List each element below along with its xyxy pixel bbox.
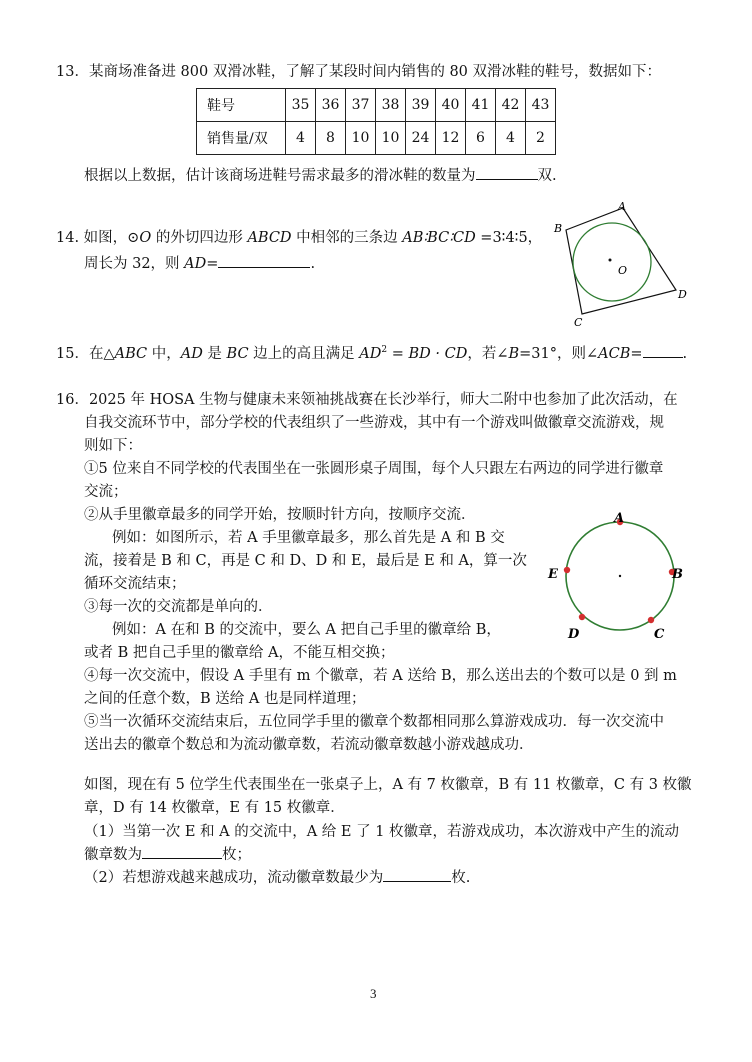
q16-line2: 自我交流环节中，部分学校的代表组织了一些游戏，其中有一个游戏叫做徽章交流游戏，规 xyxy=(84,415,664,431)
q15-bc: BC xyxy=(226,346,249,362)
q16-ex3: 循环交流结束； xyxy=(84,576,186,592)
answer-blank[interactable] xyxy=(643,343,683,358)
q13-question xyxy=(84,164,557,185)
row-header-size: 鞋号 xyxy=(197,89,286,122)
shoe-size-table xyxy=(196,88,556,155)
sales-cell: 6 xyxy=(466,122,496,155)
point-e xyxy=(564,567,570,573)
size-cell: 43 xyxy=(526,89,556,122)
page-number: 3 xyxy=(370,986,377,1001)
label-d: D xyxy=(678,288,687,301)
answer-blank[interactable] xyxy=(142,844,222,859)
q14-text: 中相邻的三条边 xyxy=(291,230,403,246)
q15-eq-rest: = BD · CD xyxy=(387,346,468,362)
q16-sub2-unit: 枚. xyxy=(451,870,471,886)
sales-cell: 12 xyxy=(436,122,466,155)
q14-text: . xyxy=(310,256,316,272)
q16-ex1: 例如：如图所示，若 A 手里徽章最多，那么首先是 A 和 B 交 xyxy=(112,530,505,546)
q15-eq-ad: AD xyxy=(359,346,382,362)
size-cell: 41 xyxy=(466,89,496,122)
q14-figure xyxy=(548,196,698,332)
q16-line3: 则如下： xyxy=(84,438,142,454)
q15-text: . xyxy=(682,346,688,362)
answer-blank[interactable] xyxy=(383,867,451,882)
q13-question-text: 根据以上数据，估计该商场进鞋号需求最多的滑冰鞋的数量为 xyxy=(84,168,476,184)
label-d: D xyxy=(568,627,580,642)
table-row xyxy=(197,89,556,122)
q16-rule1a: ①5 位来自不同学校的代表围坐在一张圆形桌子周围，每个人只跟左右两边的同学进行徽章 xyxy=(84,461,664,477)
label-c: C xyxy=(654,627,665,642)
q14-text: 的外切四边形 xyxy=(151,230,248,246)
q15-text: ，若∠ xyxy=(467,346,509,362)
label-c: C xyxy=(574,316,583,329)
q16-figure xyxy=(544,510,700,644)
inscribed-circle xyxy=(573,223,651,301)
q16-sub1-text: 徽章数为 xyxy=(84,847,142,863)
center-o-dot xyxy=(609,259,612,262)
table-center-dot xyxy=(619,575,621,577)
q14-text: = xyxy=(206,256,219,272)
sales-cell: 4 xyxy=(286,122,316,155)
q14-quad: ABCD xyxy=(247,230,292,246)
q16-sub1a: （1）当第一次 E 和 A 的交流中，A 给 E 了 1 枚徽章，若游戏成功，本次游戏中产生的流动 xyxy=(84,824,680,840)
point-c xyxy=(648,617,654,623)
label-a: A xyxy=(618,200,626,213)
q15-text: 中， xyxy=(147,346,181,362)
q16-sub1b xyxy=(84,843,251,864)
q14-ad: AD xyxy=(184,256,207,272)
sales-cell: 8 xyxy=(316,122,346,155)
q14-circle-o: O xyxy=(139,230,152,246)
q16-situation2: 章，D 有 14 枚徽章，E 有 15 枚徽章． xyxy=(84,800,345,816)
q15-angle-b: B xyxy=(508,346,520,362)
label-a: A xyxy=(614,511,625,526)
q15-text: 边上的高且满足 xyxy=(248,346,360,362)
q16-sub2-text: （2）若想游戏越来越成功，流动徽章数最少为 xyxy=(84,870,384,886)
q15-line xyxy=(56,342,687,363)
row-header-sales: 销售量/双 xyxy=(197,122,286,155)
q15-text: = xyxy=(630,346,643,362)
q16-rule5a: ⑤当一次循环交流结束后，五位同学手里的徽章个数都相同那么算游戏成功．每一次交流中 xyxy=(84,714,664,730)
size-cell: 35 xyxy=(286,89,316,122)
q16-rule3: ③每一次的交流都是单向的． xyxy=(84,599,273,615)
q16-situation1: 如图，现在有 5 位学生代表围坐在一张桌子上，A 有 7 枚徽章，B 有 11 枚徽章，C 有 3 枚徽 xyxy=(84,777,692,793)
sales-cell: 10 xyxy=(346,122,376,155)
q16-ex4: 例如：A 在和 B 的交流中，要么 A 把自己手里的徽章给 B， xyxy=(112,622,501,638)
q14-ratio: AB∶BC∶CD xyxy=(402,230,476,246)
q16-rule2: ②从手里徽章最多的同学开始，按顺时针方向，按顺序交流． xyxy=(84,507,476,523)
q14-line1 xyxy=(56,226,542,247)
q15-eq-exponent: 2 xyxy=(381,345,388,356)
size-cell: 40 xyxy=(436,89,466,122)
sales-cell: 24 xyxy=(406,122,436,155)
q15-ad: AD xyxy=(180,346,203,362)
label-b: B xyxy=(672,567,683,582)
q15-text: 15．在△ xyxy=(56,346,115,362)
q15-text: 是 xyxy=(202,346,227,362)
label-e: E xyxy=(548,567,558,582)
size-cell: 39 xyxy=(406,89,436,122)
label-o: O xyxy=(618,264,628,277)
q13-unit: 双. xyxy=(537,168,557,184)
q16-ex5: 或者 B 把自己手里的徽章给 A，不能互相交换； xyxy=(84,645,395,661)
size-cell: 42 xyxy=(496,89,526,122)
table-row xyxy=(197,122,556,155)
q14-text: =3∶4∶5， xyxy=(475,230,543,246)
label-b: B xyxy=(554,222,563,235)
sales-cell: 10 xyxy=(376,122,406,155)
q16-sub2 xyxy=(84,866,470,887)
sales-cell: 2 xyxy=(526,122,556,155)
q14-line2 xyxy=(84,252,315,273)
q15-triangle: ABC xyxy=(114,346,148,362)
size-cell: 38 xyxy=(376,89,406,122)
q16-ex2: 流，接着是 B 和 C，再是 C 和 D、D 和 E，最后是 E 和 A，算一次 xyxy=(84,553,527,569)
q15-text: =31°，则∠ xyxy=(519,346,599,362)
q14-text: 周长为 32，则 xyxy=(84,256,185,272)
answer-blank[interactable] xyxy=(476,165,538,180)
q16-line1: 16．2025 年 HOSA 生物与健康未来领袖挑战赛在长沙举行，师大二附中也参加了此次活动，在 xyxy=(56,392,678,408)
q13-stem: 13．某商场准备进 800 双滑冰鞋，了解了某段时间内销售的 80 双滑冰鞋的鞋号，数据如下： xyxy=(56,64,662,80)
q15-angle-acb: ACB xyxy=(598,346,631,362)
sales-cell: 4 xyxy=(496,122,526,155)
point-d xyxy=(579,614,585,620)
q16-rule4b: 之间的任意个数，B 送给 A 也是同样道理； xyxy=(84,691,366,707)
q16-rule1b: 交流； xyxy=(84,484,128,500)
q16-sub1-unit: 枚； xyxy=(222,847,251,863)
q14-text: 14. 如图，⊙ xyxy=(56,230,140,246)
size-cell: 37 xyxy=(346,89,376,122)
q16-rule4a: ④每一次交流中，假设 A 手里有 m 个徽章，若 A 送给 B，那么送出去的个数可以是 0 到 m xyxy=(84,668,677,684)
size-cell: 36 xyxy=(316,89,346,122)
answer-blank[interactable] xyxy=(218,253,310,268)
q16-rule5b: 送出去的徽章个数总和为流动徽章数，若流动徽章数越小游戏越成功． xyxy=(84,737,534,753)
